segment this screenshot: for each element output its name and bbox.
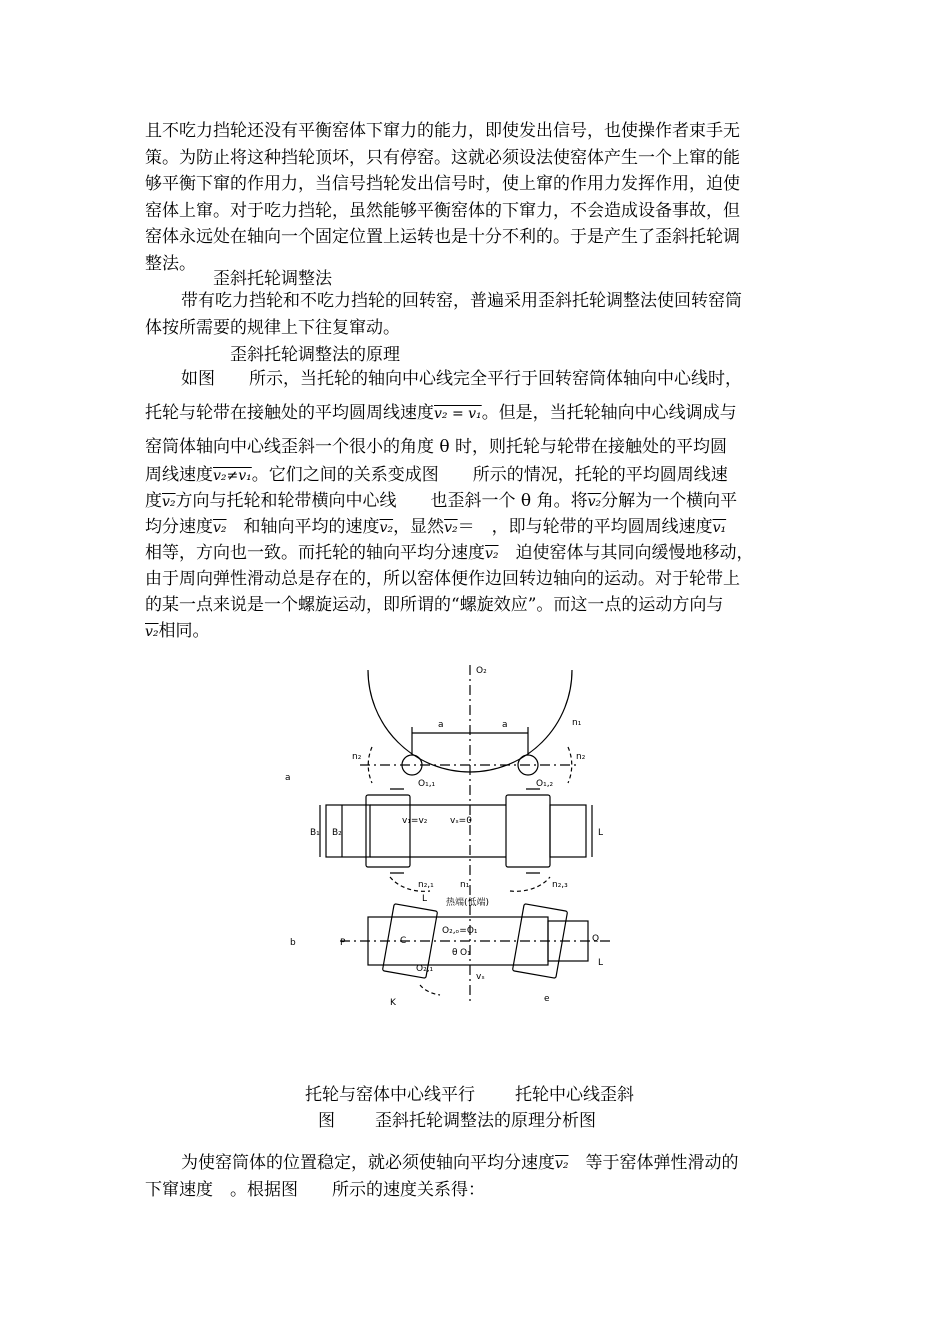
text-line: 且不吃力挡轮还没有平衡窑体下窜力的能力，即使发出信号，也使操作者束手无 [145,121,740,141]
figure-label: O₂,ₒ=O₁ [442,926,478,936]
figure-label: n₂ [576,752,586,762]
text-fragment: 等于窑体弹性滑动的 [568,1153,739,1173]
figure-label: K [390,998,396,1008]
section-heading-1: 歪斜托轮调整法 [213,269,332,289]
text-line: 整法。 [145,253,196,274]
text-line: 窑体永远处在轴向一个固定位置上运转也是十分不利的。于是产生了歪斜托轮调 [145,227,740,247]
text-line: 策。为防止将这种挡轮顶坏，只有停窑。这就必须设法使窑体产生一个上窜的能 [145,147,740,168]
figure-label: B₂ [332,828,342,838]
text-fragment: 分解为一个横向平 [601,491,738,511]
section-heading-2: 歪斜托轮调整法的原理 [230,345,400,365]
roller-left [366,795,410,867]
text-line [145,396,810,430]
paragraph-1 [145,118,810,277]
figure-label: a [438,720,444,730]
figure-label: L [598,828,604,838]
velocity-symbol: v₂ [444,520,458,536]
text-line [145,616,810,642]
figure-caption-title [318,1106,596,1131]
text-fragment: 迫使窑体与其同向缓慢地移动， [498,543,754,563]
figure-label: b [290,938,296,948]
text-fragment: ，显然 [393,517,445,537]
roller-right [506,795,550,867]
figure-label: n₂,₃ [552,880,568,890]
velocity-symbol: v₂ [162,494,176,510]
figure-label: n₂ [352,752,362,762]
text-line [145,538,810,564]
text-fragment: 和轴向平均的速度 [226,517,380,537]
figure-caption-parts [305,1080,634,1105]
text-fragment: 。它们之间的关系变成图 所示的情况，托轮的平均圆周线速 [251,465,728,485]
paragraph-3 [145,364,810,642]
text-fragment: ＝ ，即与轮带的平均圆周线速度 [457,517,713,537]
figure-label: Q [592,934,600,944]
text-fragment: 相同。 [158,621,210,641]
text-line [145,512,810,538]
figure-label: O₁ [460,948,471,958]
figure-label: a [502,720,508,730]
figure-label: O₁,₂ [536,779,554,789]
velocity-symbol: v₂ [213,520,227,536]
figure-label: C [400,936,407,946]
text-fragment: 相等，方向也一致。而托轮的轴向平均分速度 [145,543,485,563]
text-fragment: 度 [145,491,162,511]
paragraph-2 [145,288,810,341]
text-line: 由于周向弹性滑动总是存在的，所以窑体便作边回转边轴向的运动。对于轮带上 [145,569,740,589]
figure-label: a [285,773,291,783]
caption-left: 托轮与窑体中心线平行 [305,1085,475,1105]
caption-title: 歪斜托轮调整法的原理分析图 [375,1111,596,1131]
figure-label: O₁,₁ [418,779,436,789]
text-line [145,486,810,512]
text-line: 体按所需要的规律上下往复窜动。 [145,317,400,338]
figure-label: L [422,894,428,904]
figure-label: L [598,958,604,968]
velocity-symbol: v₂ [587,494,602,510]
velocity-symbol: v₂ [145,624,159,640]
figure-label: n₂,₁ [418,880,434,890]
figure-label: e [544,994,550,1004]
text-line: 窑筒体轴向中心线歪斜一个很小的角度 θ 时，则托轮与轮带在接触处的平均圆 [145,437,728,457]
text-line: 窑体上窜。对于吃力挡轮，虽然能够平衡窑体的下窜力，不会造成设备事故，但 [145,200,740,221]
text-line [145,1150,810,1177]
tire-right [550,805,586,857]
text-fragment: 为使窑筒体的位置稳定，就必须使轴向平均分速度 [181,1153,555,1173]
figure-label: O₂,₁ [416,964,434,974]
roller-alignment-figure [280,655,640,1015]
figure-label: n₁ [572,718,582,728]
figure-label: n₁ [460,880,470,890]
text-fragment: 托轮与轮带在接触处的平均圆周线速度 [145,403,434,423]
text-line: 的某一点来说是一个螺旋运动，即所谓的“螺旋效应”。而这一点的运动方向与 [145,595,724,615]
paragraph-4 [145,1150,810,1203]
velocity-symbol: v₂ = v₁ [434,406,482,422]
text-fragment: 均分速度 [145,517,213,537]
figure-label: θ [452,948,458,958]
figure-label: 热端(低端) [446,898,490,908]
text-fragment: 。但是，当托轮轴向中心线调成与 [481,403,737,423]
figure-label: O₂ [476,666,487,676]
velocity-symbol: v₂ [485,546,499,562]
velocity-symbol: v₁ [712,520,727,536]
velocity-symbol: v₂ [555,1156,569,1172]
caption-right: 托轮中心线歪斜 [515,1085,634,1105]
velocity-symbol: v₂ [379,520,394,536]
figure-label: P [340,938,346,948]
text-line: 下窜速度 。根据图 所示的速度关系得： [145,1179,485,1200]
text-fragment: 周线速度 [145,465,213,485]
caption-figure-label: 图 [318,1111,335,1131]
text-line: 够平衡下窜的作用力，当信号挡轮发出信号时，使上窜的作用力发挥作用，迫使 [145,174,740,194]
figure-label: vₛ=0 [450,816,472,826]
figure-label: vₛ [476,972,485,982]
figure-label: v₁=v₂ [402,816,428,826]
figure-label: B₁ [310,828,320,838]
text-line: 如图 所示，当托轮的轴向中心线完全平行于回转窑筒体轴向中心线时， [181,369,742,389]
text-line: 带有吃力挡轮和不吃力挡轮的回转窑，普遍采用歪斜托轮调整法使回转窑筒 [181,291,742,311]
velocity-symbol: v₂≠v₁ [213,468,252,484]
text-line [145,460,810,486]
text-fragment: 方向与托轮和轮带横向中心线 也歪斜一个 θ 角。将 [175,491,588,511]
